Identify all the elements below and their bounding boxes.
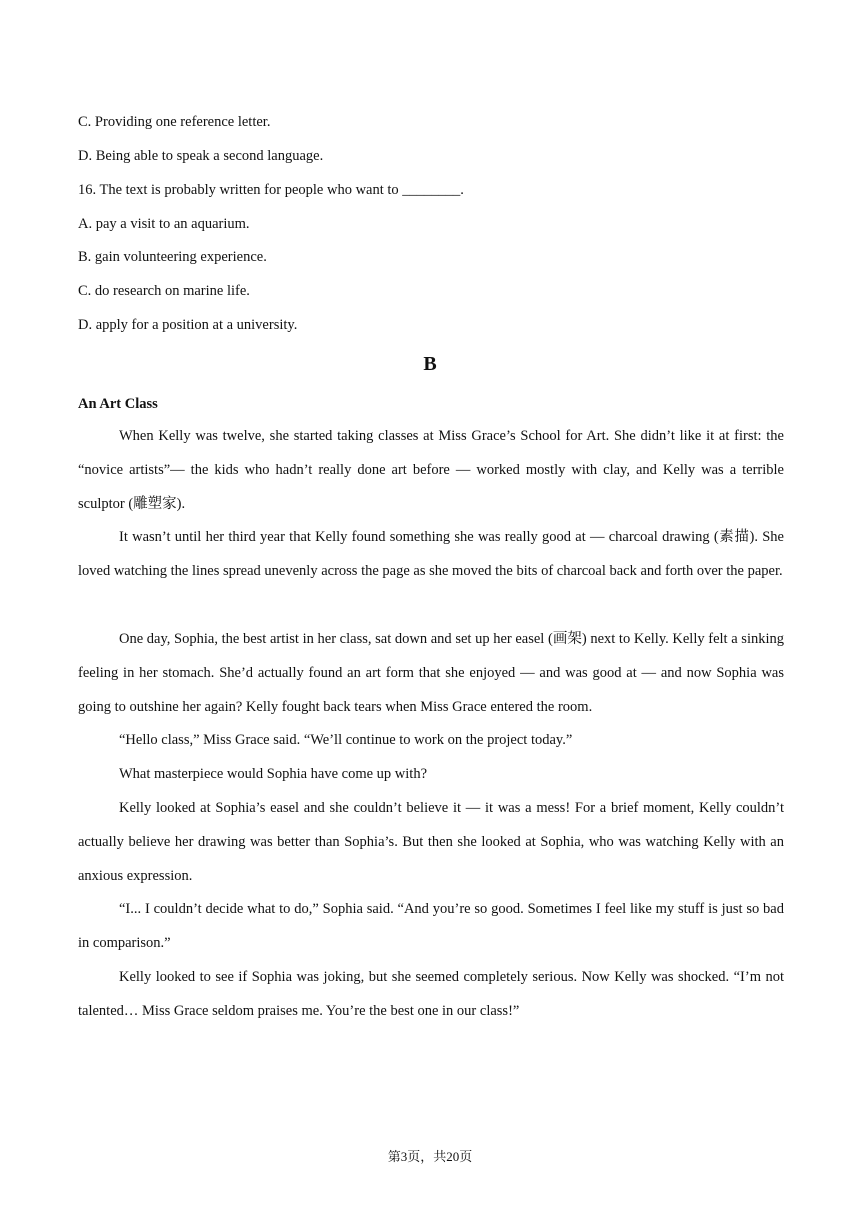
page-number-footer: 第3页，共20页 xyxy=(387,1149,473,1164)
section-heading: B xyxy=(423,353,437,375)
paragraph-4: “Hello class,” Miss Grace said. “We’ll continue to work on the project today.” xyxy=(119,732,573,748)
paragraph-2: It wasn’t until her third year that Kelly found something she was really good at — charcoal drawing (素描). She loved watching the lines spread unevenly across the page as she moved the bits of charcoal back and forth over the paper. xyxy=(78,529,784,579)
paragraph-1: When Kelly was twelve, she started taking classes at Miss Grace’s School for Art. She didn’t like it at first: the “novice artists”— the kids who hadn’t really done art before — worked mostly with clay, and Kelly was a terrible sculptor (雕塑家). xyxy=(78,428,784,512)
option-c-prev: C. Providing one reference letter. xyxy=(78,114,271,130)
option-d-prev: D. Being able to speak a second language. xyxy=(78,148,324,164)
question-16-option-c: C. do research on marine life. xyxy=(78,283,250,299)
question-16-option-b: B. gain volunteering experience. xyxy=(78,249,267,265)
paragraph-8: Kelly looked to see if Sophia was joking, but she seemed completely serious. Now Kelly was shocked. “I’m not talented… Miss Grace seldom praises me. You’re the best one in our class!” xyxy=(78,969,784,1019)
question-16-stem: 16. The text is probably written for people who want to ________. xyxy=(78,182,464,198)
question-16-option-a: A. pay a visit to an aquarium. xyxy=(78,216,250,232)
paragraph-7: “I... I couldn’t decide what to do,” Sophia said. “And you’re so good. Sometimes I feel like my stuff is just so bad in comparison.” xyxy=(78,901,784,951)
paragraph-5: What masterpiece would Sophia have come up with? xyxy=(119,766,428,782)
paragraph-3: One day, Sophia, the best artist in her class, sat down and set up her easel (画架) next to Kelly. Kelly felt a sinking feeling in her stomach. She’d actually found an art form that she enjoyed — and was good at — and now Sophia was going to outshine her again? Kelly fought back tears when Miss Grace entered the room. xyxy=(78,631,784,715)
question-16-option-d: D. apply for a position at a university. xyxy=(78,317,298,333)
paragraph-6: Kelly looked at Sophia’s easel and she couldn’t believe it — it was a mess! For a brief moment, Kelly couldn’t actually believe her drawing was better than Sophia’s. But then she looked at Sophia, who was watching Kelly with an anxious expression. xyxy=(78,800,784,884)
passage-title: An Art Class xyxy=(78,396,158,412)
